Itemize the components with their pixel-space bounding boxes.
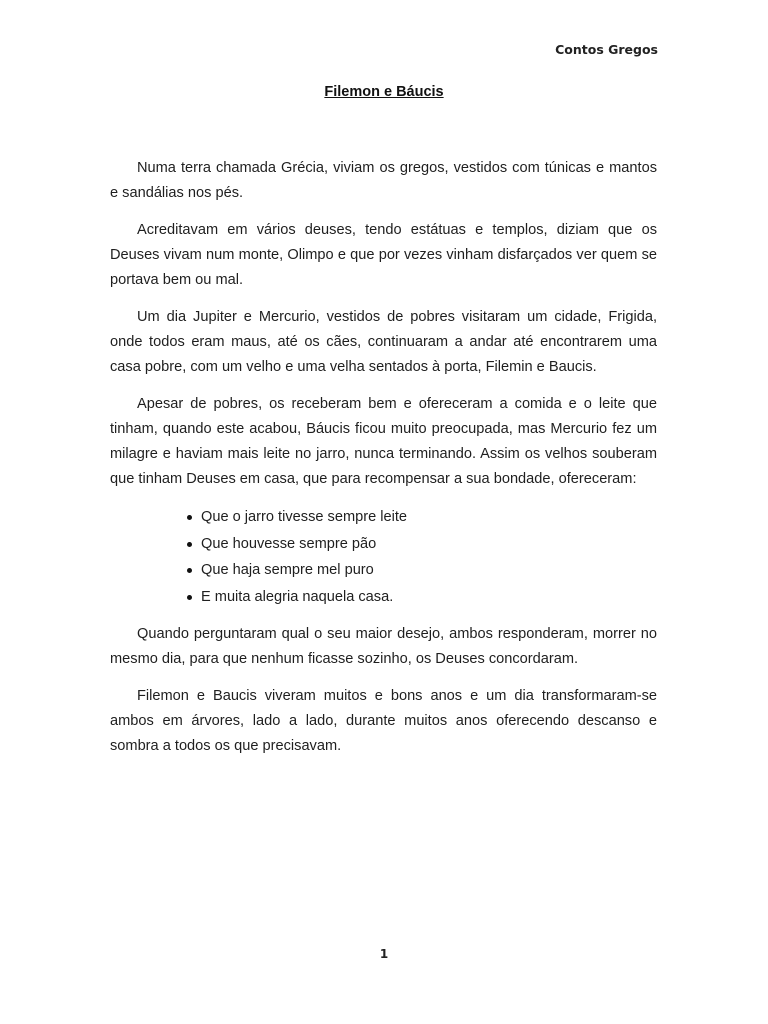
paragraph: Filemon e Baucis viveram muitos e bons anos e um dia transformaram-se ambos em árvores, lado a lado, durante muitos anos oferecendo descanso e sombra a todos os que precisavam. — [110, 688, 657, 754]
offerings-list — [110, 504, 657, 610]
bullet-icon — [187, 595, 192, 600]
document-title: Filemon e Báucis — [324, 84, 444, 100]
list-item-text: Que o jarro tivesse sempre leite — [201, 509, 408, 525]
paragraph: Quando perguntaram qual o seu maior desejo, ambos responderam, morrer no mesmo dia, para que nenhum ficasse sozinho, os Deuses concordaram. — [110, 626, 657, 667]
list-item — [201, 504, 657, 531]
paragraph: Numa terra chamada Grécia, viviam os gregos, vestidos com túnicas e mantos e sandálias nos pés. — [110, 160, 657, 201]
bullet-icon — [187, 568, 192, 573]
paragraph: Apesar de pobres, os receberam bem e ofereceram a comida e o leite que tinham, quando este acabou, Báucis ficou muito preocupada, mas Mercurio fez um milagre e haviam mais leite no jarro, nunca terminando. Assim os velhos souberam que tinham Deuses em casa, que para recompensar a sua bondade, ofereceram: — [110, 396, 657, 487]
list-item — [201, 584, 657, 611]
running-header: Contos Gregos — [555, 42, 658, 57]
document-body — [110, 156, 657, 771]
page-number: 1 — [379, 947, 389, 961]
paragraph: Um dia Jupiter e Mercurio, vestidos de pobres visitaram um cidade, Frigida, onde todos eram maus, até os cães, continuaram a andar até encontrarem uma casa pobre, com um velho e uma velha sentados à porta, Filemin e Baucis. — [110, 309, 657, 375]
list-item-text: Que haja sempre mel puro — [201, 562, 374, 578]
bullet-icon — [187, 542, 192, 547]
list-item — [201, 531, 657, 558]
bullet-icon — [187, 515, 192, 520]
list-item — [201, 557, 657, 584]
list-item-text: Que houvesse sempre pão — [201, 535, 377, 552]
paragraph: Acreditavam em vários deuses, tendo estátuas e templos, diziam que os Deuses vivam num monte, Olimpo e que por vezes vinham disfarçados ver quem se portava bem ou mal. — [110, 222, 657, 288]
list-item-text: E muita alegria naquela casa. — [201, 588, 394, 605]
